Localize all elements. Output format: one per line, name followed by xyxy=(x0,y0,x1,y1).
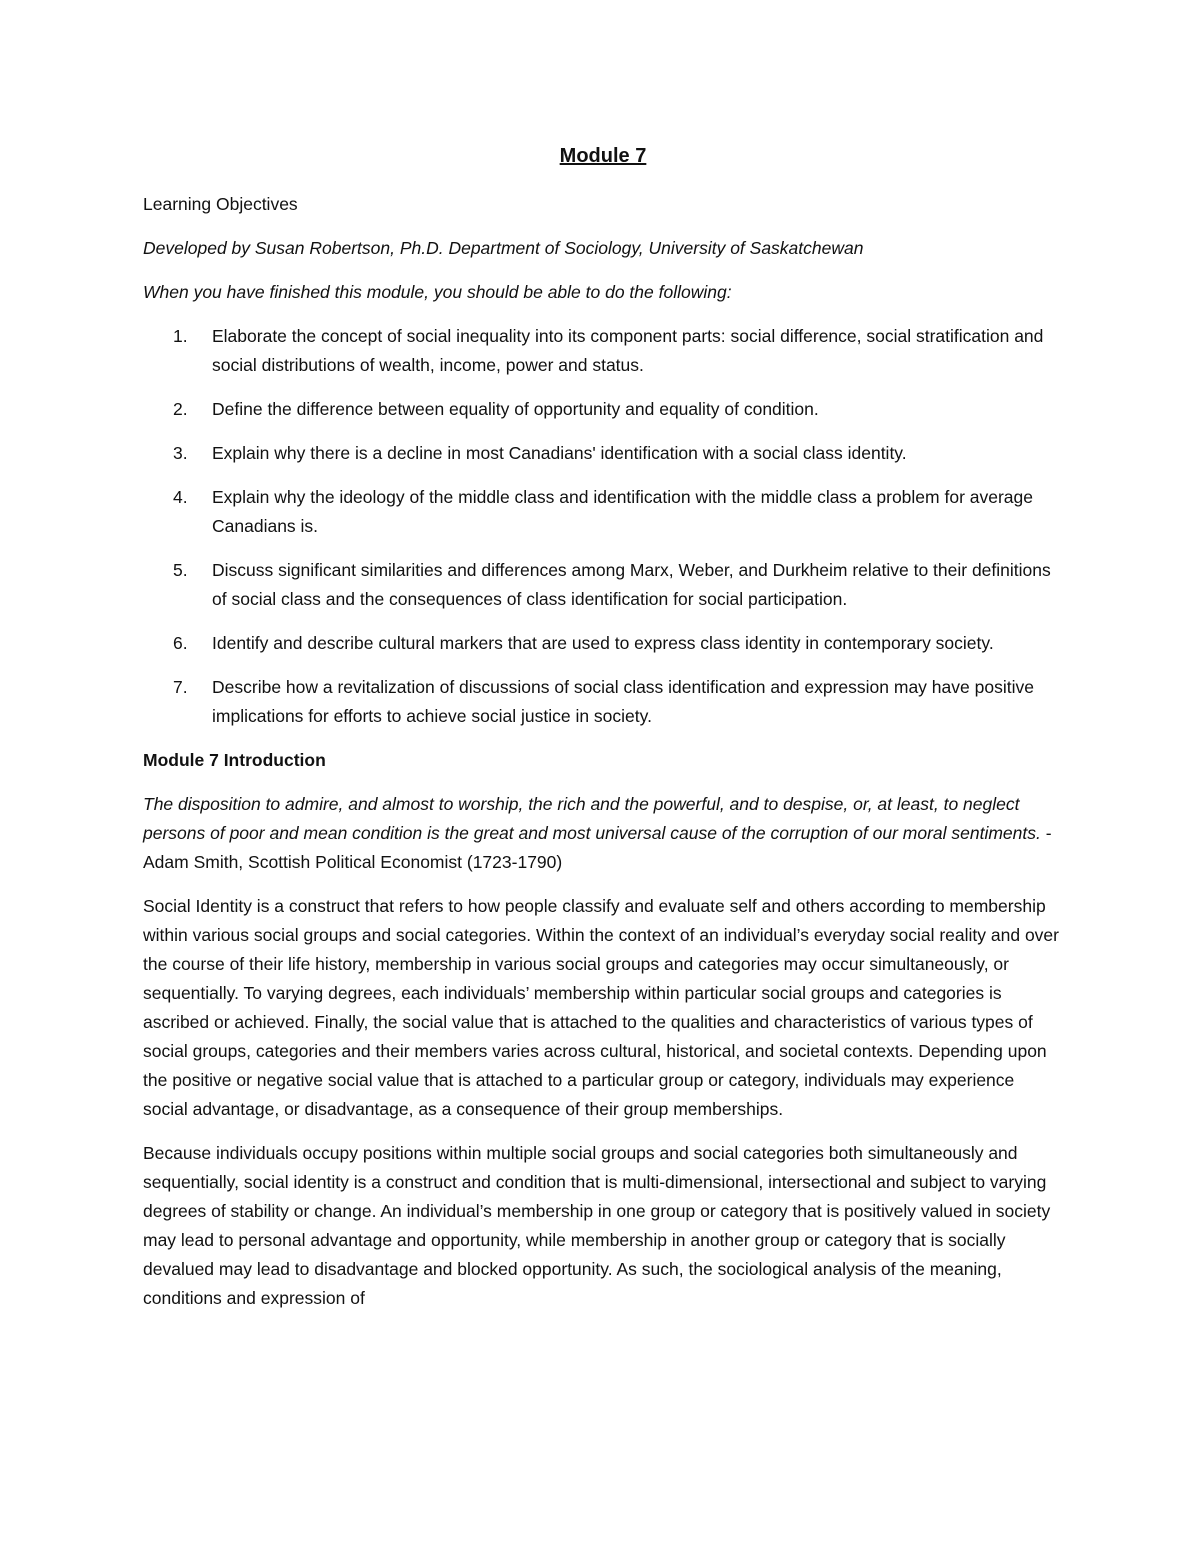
lead-in: When you have finished this module, you should be able to do the following: xyxy=(143,282,732,302)
epigraph xyxy=(143,790,1063,877)
page-title: Module 7 xyxy=(559,145,647,167)
body-paragraph: Social Identity is a construct that refers to how people classify and evaluate self and others according to membership within various social groups and social categories. Within the context of an individual’s everyday social reality and over the course of their life history, membership in various social groups and categories may occur simultaneously, or sequentially. To varying degrees, each individuals’ membership within particular social groups and categories is ascribed or achieved. Finally, the social value that is attached to the qualities and characteristics of various types of social groups, categories and their members varies across cultural, historical, and societal contexts. Depending upon the positive or negative social value that is attached to a particular group or category, individuals may experience social advantage, or disadvantage, as a consequence of their group memberships. xyxy=(143,896,1059,1119)
document-page xyxy=(143,140,1063,1313)
list-item xyxy=(143,673,1063,731)
section-label: Learning Objectives xyxy=(143,194,298,214)
list-item xyxy=(143,556,1063,614)
list-number: 1. xyxy=(173,326,188,346)
list-item xyxy=(143,629,1063,658)
list-item xyxy=(143,483,1063,541)
byline: Developed by Susan Robertson, Ph.D. Department of Sociology, University of Saskatchewan xyxy=(143,238,864,258)
list-number: 5. xyxy=(173,560,188,580)
list-number: 3. xyxy=(173,443,188,463)
list-number: 4. xyxy=(173,487,188,507)
body-paragraph: Because individuals occupy positions within multiple social groups and social categories both simultaneously and sequentially, social identity is a construct and condition that is multi-dimensional, intersectional and subject to varying degrees of stability or change. An individual’s membership in one group or category that is positively valued in society may lead to personal advantage and opportunity, while membership in another group or category that is socially devalued may lead to disadvantage and blocked opportunity. As such, the sociological analysis of the meaning, conditions and expression of xyxy=(143,1143,1051,1308)
list-text: Explain why the ideology of the middle class and identification with the middle class a problem for average Canadians is. xyxy=(212,487,1034,536)
list-item xyxy=(143,322,1063,380)
list-number: 6. xyxy=(173,633,188,653)
list-text: Identify and describe cultural markers that are used to express class identity in contemporary society. xyxy=(212,633,994,653)
intro-heading: Module 7 Introduction xyxy=(143,750,326,770)
list-number: 7. xyxy=(173,677,188,697)
list-text: Describe how a revitalization of discussions of social class identification and expression may have positive implications for efforts to achieve social justice in society. xyxy=(212,677,1034,726)
list-text: Discuss significant similarities and differences among Marx, Weber, and Durkheim relative to their definitions of social class and the consequences of class identification for social participation. xyxy=(212,560,1051,609)
list-item xyxy=(143,439,1063,468)
list-text: Define the difference between equality of opportunity and equality of condition. xyxy=(212,399,819,419)
list-text: Explain why there is a decline in most Canadians' identification with a social class identity. xyxy=(212,443,907,463)
quote-attribution: - Adam Smith, Scottish Political Economist (1723-1790) xyxy=(143,823,1052,872)
quote-text: The disposition to admire, and almost to worship, the rich and the powerful, and to despise, or, at least, to neglect persons of poor and mean condition is the great and most universal cause of the corruption of our moral sentiments. xyxy=(143,794,1041,843)
list-number: 2. xyxy=(173,399,188,419)
objectives-list xyxy=(143,322,1063,731)
list-item xyxy=(143,395,1063,424)
list-text: Elaborate the concept of social inequality into its component parts: social difference, social stratification and social distributions of wealth, income, power and status. xyxy=(212,326,1044,375)
